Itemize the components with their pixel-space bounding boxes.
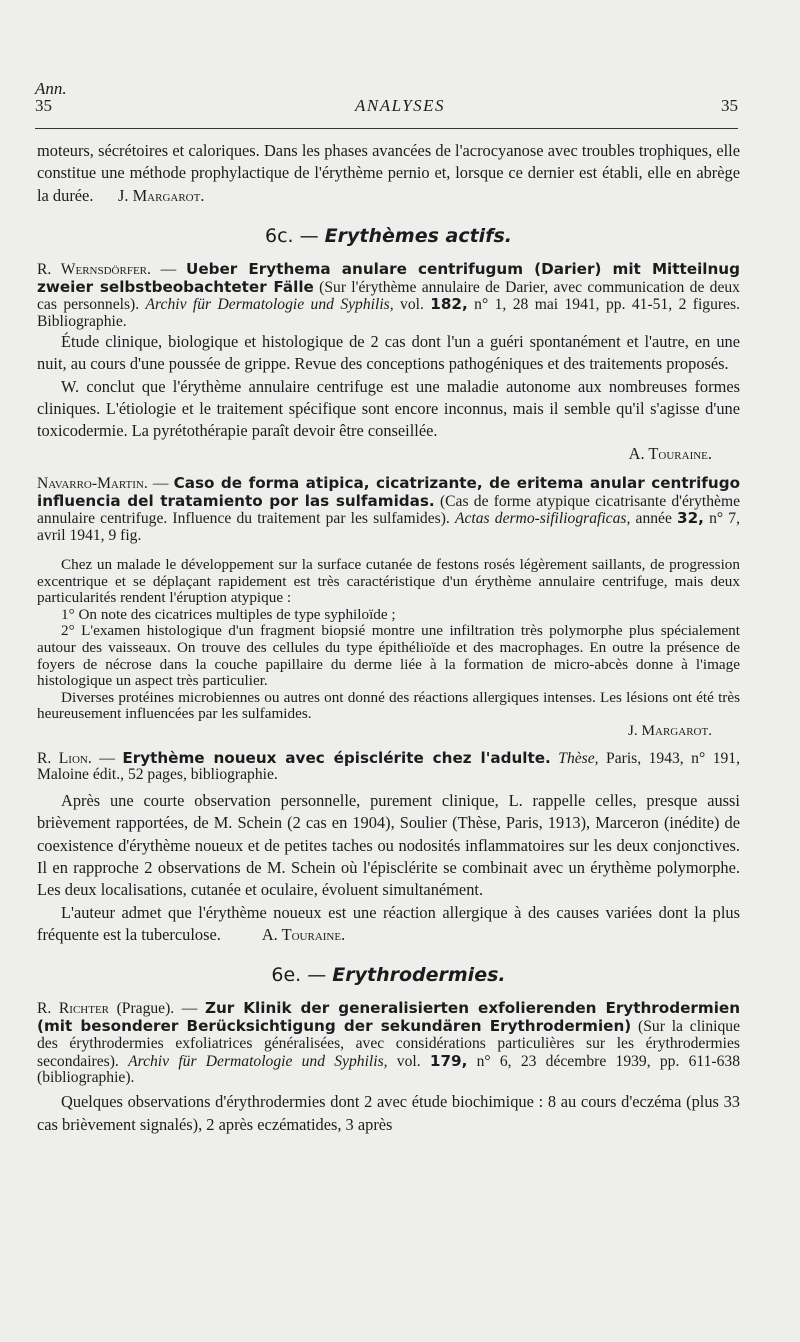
paragraph: 1° On note des cicatrices multiples de type syphiloïde ; xyxy=(61,605,396,623)
intro-paragraph: moteurs, sécrétoires et caloriques. Dans les phases avancées de l'acrocyanose avec troubles trophiques, elle constitue une méthode prophylactique de l'érythème pernio et, lorsque ce dernier est établi, elle en abrège la durée. J. Margarot. xyxy=(37,141,740,205)
reference-wernsdorfer: R. Wernsdörfer. — Ueber Erythema anulare centrifugum (Darier) mit Mitteilnug zweier selbstbeobachteter Fälle (Sur l'érythème annulaire de Darier, avec communication de deux cas personnels). Archiv für Dermatologie und Syphilis, vol. 182, n° 1, 28 mai 1941, pp. 41-51, 2 figures. Bibliographie. xyxy=(37,259,740,331)
section-heading-erythrodermies: 6e. — Erythrodermies. xyxy=(271,964,506,987)
paragraph: 2° L'examen histologique d'un fragment biopsié montre une infiltration très polymorphe plus spécialement autour des vaisseaux. On trouve des cellules du type épithélioïde et des macrophages. En outre la présence de foyers de nécrose dans la couche papillaire du derme liée à la formation de micro-abcès donne à l'image histologique un aspect très particulier. xyxy=(37,622,740,690)
page-number-left: 35 xyxy=(35,96,52,115)
running-head-title: ANALYSES xyxy=(354,96,446,115)
page-number-right: 35 xyxy=(721,96,738,115)
signature: A. Touraine. xyxy=(628,443,712,463)
header-rule xyxy=(35,128,738,129)
paragraph: W. conclut que l'érythème annulaire centrifuge est une maladie autonome aux nombreuses formes cliniques. L'étiologie et le traitement spécifique sont encore inconnus, mais il semble qu'il s'agisse d'une toxicodermie. La pyrétothérapie paraît devoir être conseillée. xyxy=(37,376,740,441)
paragraph: Étude clinique, biologique et histologique de 2 cas dont l'un a guéri spontanément et l'autre, en une nuit, au cours d'une poussée de grippe. Revue des conceptions pathogéniques et des traitements proposés. xyxy=(37,332,740,374)
paragraph: Chez un malade le développement sur la surface cutanée de festons rosés légèrement saillants, de progression excentrique et se déplaçant rapidement est très caractéristique d'un érythème annulaire centrifuge, mais deux particularités rendent l'éruption atypique : xyxy=(37,556,740,607)
intro-signature: J. Margarot. xyxy=(118,185,205,205)
paragraph: L'auteur admet que l'érythème noueux est une réaction allergique à des causes variées dont la plus fréquente est la tuberculose. A. Touraine. xyxy=(37,902,740,944)
paragraph: Après une courte observation personnelle, purement clinique, L. rappelle celles, presque aussi brièvement rapportées, de M. Schein (2 cas en 1904), Soulier (Thèse, Paris, 1913), Marceron (inédite) de coexistence d'érythème noueux et de petites taches ou nodosités inflammatoires sur les deux conjonctives. Il en rapproche 2 observations de M. Schein où l'épisclérite se combinait avec un érythème polymorphe. Les deux localisations, cutanée et oculaire, évoluent simultanément. xyxy=(37,791,740,900)
signature: J. Margarot. xyxy=(628,721,712,739)
section-heading-erythemes: 6c. — Erythèmes actifs. xyxy=(265,224,512,247)
reference-navarro-martin: Navarro-Martin. — Caso de forma atipica, cicatrizante, de eritema anular centrifugo influencia del tratamiento por las sulfamidas. (Cas de forme atypique cicatrisante d'érythème annulaire centrifuge. Influence du traitement par les sulfamides). Actas dermo-sifiliograficas, année 32, n° 7, avril 1941, 9 fig. xyxy=(37,473,741,545)
running-head-abbrev: Ann. xyxy=(35,79,67,98)
reference-lion: R. Lion. — Erythème noueux avec épisclérite chez l'adulte. Thèse, Paris, 1943, n° 191, Maloine édit., 52 pages, bibliographie. xyxy=(37,748,740,784)
signature: A. Touraine. xyxy=(261,924,346,944)
reference-richter: R. Richter (Prague). — Zur Klinik der generalisierten exfolierenden Erythrodermien (mit besonderer Berücksichtigung der sekundären Erythrodermien) (Sur la clinique des érythrodermies exfoliatrices généralisées, avec considérations particulières sur les érythrodermies secondaires). Archiv für Dermatologie und Syphilis, vol. 179, n° 6, 23 décembre 1939, pp. 611-638 (bibliographie). xyxy=(37,999,741,1087)
paragraph: Diverses protéines microbiennes ou autres ont donné des réactions allergiques intenses. Les lésions ont été très heureusement influencées par les sulfamides. xyxy=(37,688,740,723)
paragraph: Quelques observations d'érythrodermies dont 2 avec étude biochimique : 8 au cours d'eczéma (plus 33 cas brièvement signalés), 2 après eczématides, 3 après xyxy=(37,1092,740,1134)
page-content xyxy=(37,140,740,1136)
